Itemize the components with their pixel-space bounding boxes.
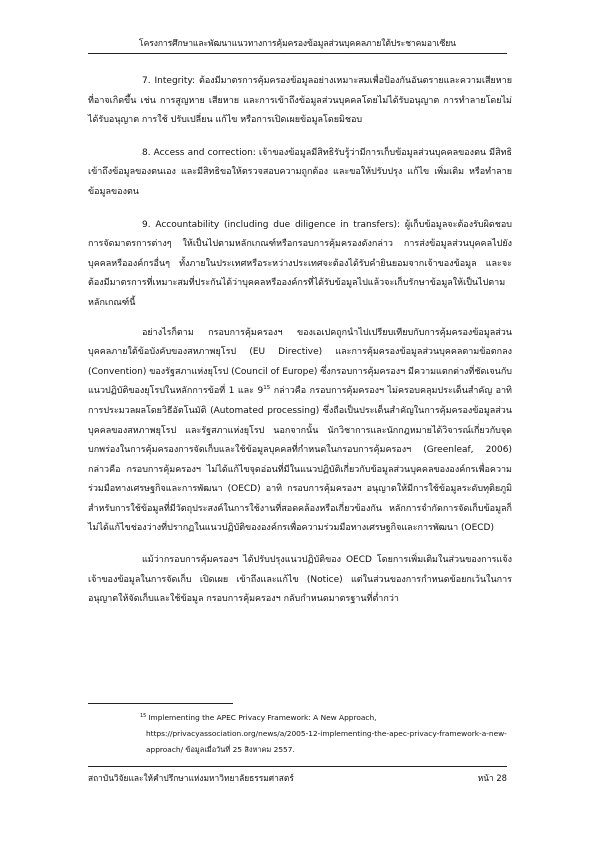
footer-institution: สถาบันวิจัยและให้คำปรึกษาแห่งมหาวิทยาลัยธรรมศาสตร์: [88, 773, 294, 783]
paragraph-oecd: แม้ว่ากรอบการคุ้มครองฯ ได้ปรับปรุงแนวปฏิบัติของ OECD โดยการเพิ่มเติมในส่วนของการแจ้งเจ้าของข้อมูลในการจัดเก็บ เปิดเผย เข้าถึงและแก้ไข (Notice) แต่ในส่วนของการกำหนดข้อยกเว้นในการอนุญาตให้จัดเก็บและใช้ข้อมูล กรอบการคุ้มครองฯ กลับกำหนดมาตรฐานที่ต่ำกว่า: [88, 555, 512, 605]
footnote: [88, 710, 512, 758]
page-footer: [88, 766, 507, 785]
paragraph-accountability: 9. Accountability (including due diligence in transfers): ผู้เก็บข้อมูลจะต้องรับผิดชอบการจัดมาตรการต่างๆ ให้เป็นไปตามหลักเกณฑ์หรือกรอบการคุ้มครองดังกล่าว การส่งข้อมูลส่วนบุคคลไปยังบุคคลหรือองค์กรอื่นๆ ทั้งภายในประเทศหรือระหว่างประเทศจะต้องได้รับคำยินยอมจากเจ้าของข้อมูล และจะต้องมีมาตรการที่เหมาะสมที่ประกันได้ว่าบุคคลหรือองค์กรที่ได้รับข้อมูลไปแล้วจะเก็บรักษาข้อมูลให้เป็นไปตามหลักเกณฑ์นี้: [88, 219, 512, 308]
footnote-title: [88, 710, 512, 726]
footnote-reference[interactable]: 15: [263, 385, 271, 392]
paragraph-comparison-text-a: อย่างไรก็ตาม กรอบการคุ้มครองฯ ของเอเปคถูกนำไปเปรียบเทียบกับการคุ้มครองข้อมูลส่วนบุคคลภายใต้ข้อบังคับของสหภาพยุโรป (EU Directive) และการคุ้มครองข้อมูลส่วนบุคคลตามข้อตกลง (Convention) ของรัฐสภาแห่งยุโรป (Council of Europe) ซึ่งกรอบการคุ้มครองฯ มีความแตกต่างที่ชัดเจนกับแนวปฏิบัติของยุโรปในหลักการข้อที่ 1 และ 9: [88, 327, 512, 397]
document-body: [88, 72, 512, 623]
paragraph-access-correction: 8. Access and correction: เจ้าของข้อมูลมีสิทธิรับรู้ว่ามีการเก็บข้อมูลส่วนบุคคลของตน มีสิทธิเข้าถึงข้อมูลของตนเอง และมีสิทธิขอให้ตรวจสอบความถูกต้อง และขอให้ปรับปรุง แก้ไข เพิ่มเติม หรือทำลายข้อมูลของตน: [88, 147, 512, 197]
paragraph-comparison-text-b: กล่าวคือ กรอบการคุ้มครองฯ ไม่ครอบคลุมประเด็นสำคัญ อาทิ การประมวลผลโดยวิธีอัตโนมัติ (Automated processing) ซึ่งถือเป็นประเด็นสำคัญในการคุ้มครองข้อมูลส่วนบุคคลของสหภาพยุโรป และรัฐสภาแห่งยุโรป นอกจากนั้น นักวิชาการและนักกฎหมายได้วิจารณ์เกี่ยวกับจุดบกพร่องในการคุ้มครองการจัดเก็บและใช้ข้อมูลบุคคลที่กำหนดในกรอบการคุ้มครองฯ (Greenleaf, 2006) กล่าวคือ กรอบการคุ้มครองฯ ไม่ได้แก้ไขจุดอ่อนที่มีในแนวปฏิบัติเกี่ยวกับข้อมูลส่วนบุคคลขององค์กรเพื่อความร่วมมือทางเศรษฐกิจและการพัฒนา (OECD) อาทิ กรอบการคุ้มครองฯ อนุญาตให้มีการใช้ข้อมูลระดับทุติยภูมิสำหรับการใช้ข้อมูลที่มีวัตถุประสงค์ในการใช้งานที่สอดคล้องหรือเกี่ยวข้องกัน หลักการจำกัดการจัดเก็บข้อมูลก็ไม่ได้แก้ไขช่องว่างที่ปรากฏในแนวปฏิบัติขององค์กรเพื่อความร่วมมือทางเศรษฐกิจและการพัฒนา (OECD): [88, 386, 512, 534]
footnote-link[interactable]: https://privacyassociation.org/news/a/2005-12-implementing-the-apec-privacy-framework-a-new-approach/ ข้อมูลเมื่อวันที่ 25 สิงหาคม 2557.: [146, 729, 507, 754]
footnote-number: 15: [140, 712, 147, 719]
footnote-title-text: Implementing the APEC Privacy Framework: A New Approach,: [148, 713, 377, 722]
running-header: โครงการศึกษาและพัฒนาแนวทางการคุ้มครองข้อมูลส่วนบุคคลภายใต้ประชาคมอาเซียน: [88, 36, 507, 54]
page-number: หน้า 28: [477, 773, 507, 783]
footnote-divider: [88, 703, 233, 704]
paragraph-comparison: [88, 324, 512, 540]
paragraph-integrity: 7. Integrity: ต้องมีมาตรการคุ้มครองข้อมูลอย่างเหมาะสมเพื่อป้องกันอันตรายและความเสียหายที่อาจเกิดขึ้น เช่น การสูญหาย เสียหาย และการเข้าถึงข้อมูลส่วนบุคคลโดยไม่ได้รับอนุญาต การทำลายโดยไม่ได้รับอนุญาต การใช้ ปรับเปลี่ยน แก้ไข หรือการเปิดเผยข้อมูลโดยมิชอบ: [88, 76, 512, 126]
